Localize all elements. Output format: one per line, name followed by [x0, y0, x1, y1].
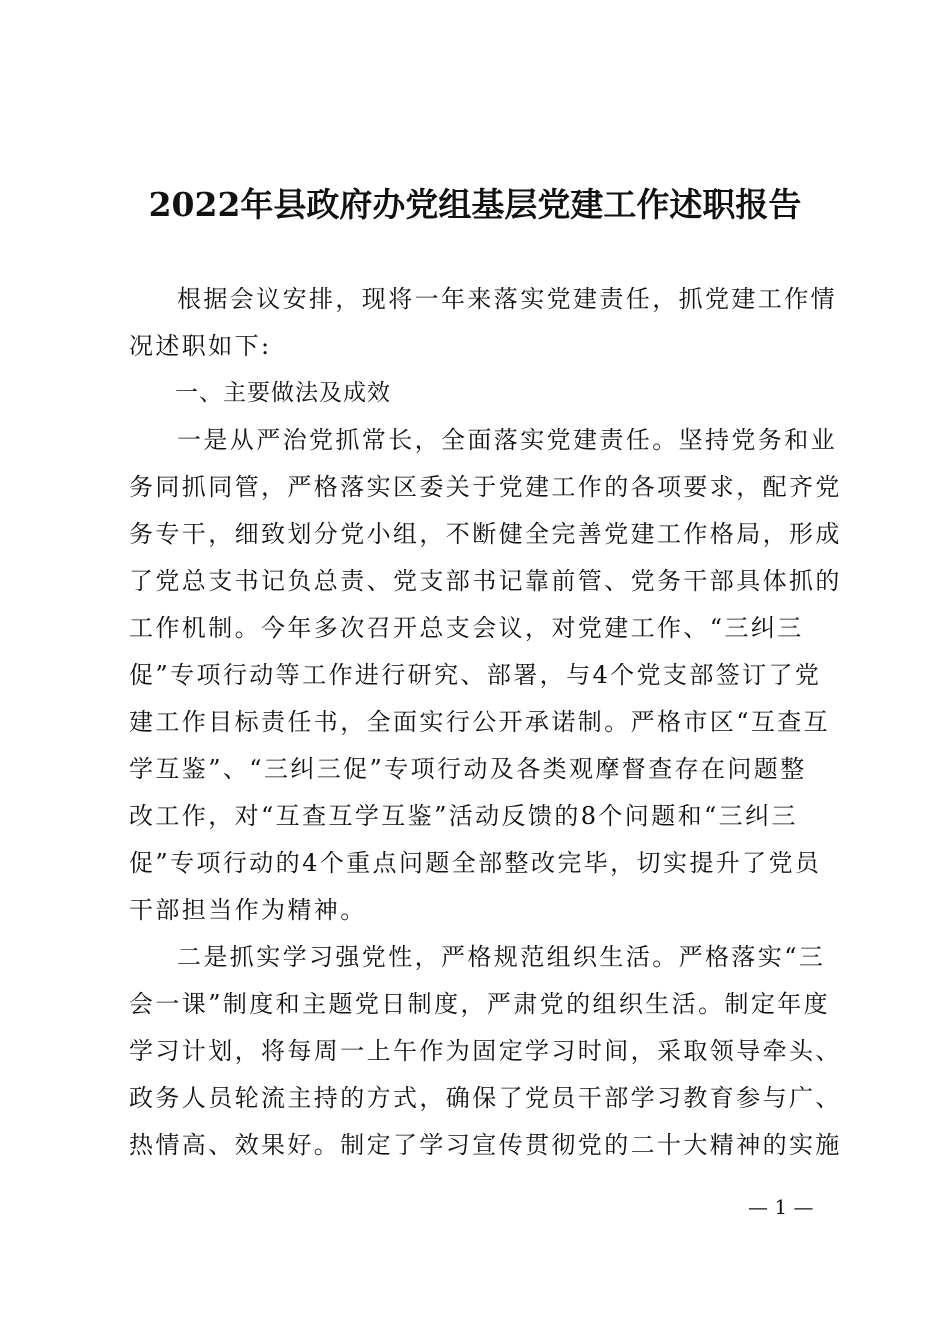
text-line: 工作机制。今年多次召开总支会议，对党建工作、“三纠三	[129, 614, 804, 642]
text-line: 一是从严治党抓常长，全面落实党建责任。坚持党务和业	[177, 426, 837, 454]
text-line: 况述职如下:	[129, 332, 272, 360]
text-line: 促”专项行动等工作进行研究、部署，与4个党支部签订了党	[129, 661, 822, 689]
page-number: — 1 —	[748, 1195, 814, 1219]
text-line: 学习计划，将每周一上午作为固定学习时间，采取领导牵头、	[129, 1037, 842, 1065]
document-body	[129, 276, 842, 1169]
text-line: 务专干，细致划分党小组，不断健全完善党建工作格局，形成	[129, 520, 842, 548]
text-line: 二是抓实学习强党性，严格规范组织生活。严格落实“三	[177, 943, 826, 971]
text-line: 政务人员轮流主持的方式，确保了党员干部学习教育参与广、	[129, 1084, 842, 1112]
intro-paragraph	[129, 276, 837, 370]
section-heading: 一、主要做法及成效	[175, 380, 391, 406]
paragraph-party-responsibility	[129, 417, 842, 934]
text-line: 学互鉴”、“三纠三促”专项行动及各类观摩督查存在问题整	[129, 755, 807, 783]
paragraph-study-discipline	[129, 934, 842, 1169]
text-line: 干部担当作为精神。	[129, 896, 367, 924]
text-line: 热情高、效果好。制定了学习宣传贯彻党的二十大精神的实施	[129, 1131, 842, 1159]
text-line: 根据会议安排，现将一年来落实党建责任，抓党建工作情	[177, 285, 837, 313]
text-line: 会一课”制度和主题党日制度，严肃党的组织生活。制定年度	[129, 990, 831, 1018]
text-line: 建工作目标责任书，全面实行公开承诺制。严格市区“互查互	[129, 708, 831, 736]
document-title: 2022年县政府办党组基层党建工作述职报告	[148, 185, 802, 224]
text-line: 务同抓同管，严格落实区委关于党建工作的各项要求，配齐党	[129, 473, 842, 501]
text-line: 促”专项行动的4个重点问题全部整改完毕，切实提升了党员	[129, 849, 822, 877]
text-line: 了党总支书记负总责、党支部书记靠前管、党务干部具体抓的	[129, 567, 842, 595]
text-line: 改工作，对“互查互学互鉴”活动反馈的8个问题和“三纠三	[129, 802, 798, 830]
